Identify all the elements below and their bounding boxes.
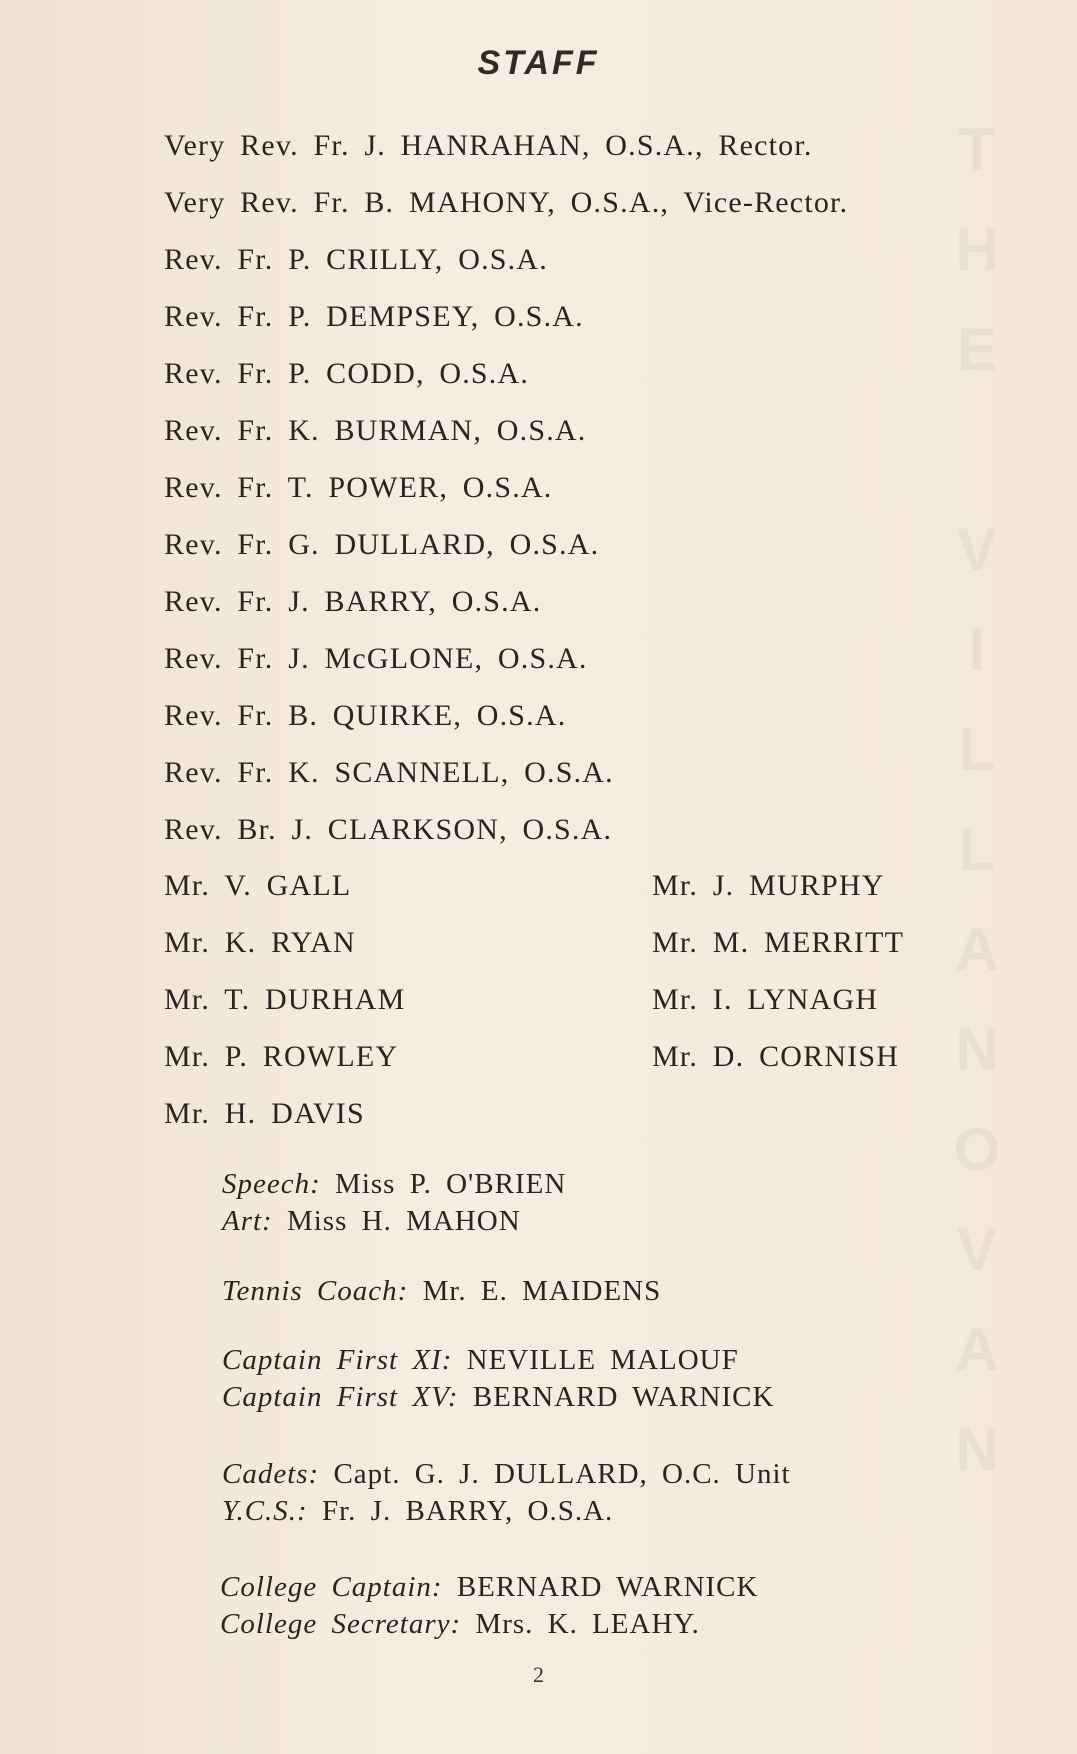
role-line [222,1273,1022,1310]
role-line [222,1166,1022,1203]
roles-group-arts [222,1166,1022,1240]
lay-staff-row [164,923,964,980]
role-value: Mrs. K. LEAHY. [475,1608,700,1640]
roles-group-college [220,1569,1020,1643]
lay-staff-entry: Mr. K. RYAN [164,926,356,959]
role-line [222,1456,1022,1493]
role-value: BERNARD WARNICK [456,1571,759,1603]
role-label: Cadets: [222,1458,320,1490]
lay-staff-entry: Mr. M. MERRITT [652,926,905,959]
role-label: College Captain: [220,1571,443,1603]
staff-entry: Rev. Fr. P. CODD, O.S.A. [164,357,530,390]
show-through-watermark: T H E V I L L A N O V A N [953,116,1001,1483]
role-value: Miss H. MAHON [286,1205,521,1237]
role-label: Speech: [222,1168,321,1200]
lay-staff-row [164,866,964,923]
role-line [222,1342,1022,1379]
role-value: BERNARD WARNICK [472,1381,775,1413]
role-line [222,1493,1022,1530]
staff-entry: Rev. Fr. T. POWER, O.S.A. [164,471,553,504]
role-label: Tennis Coach: [222,1275,409,1307]
role-label: Art: [222,1205,273,1237]
role-label: Captain First XV: [222,1381,459,1413]
lay-staff-grid [164,866,964,1151]
role-value: Miss P. O'BRIEN [335,1168,567,1200]
staff-entry: Rev. Fr. K. SCANNELL, O.S.A. [164,756,614,789]
staff-entry: Rev. Fr. K. BURMAN, O.S.A. [164,414,587,447]
staff-entry: Rev. Fr. P. DEMPSEY, O.S.A. [164,300,584,333]
lay-staff-entry: Mr. I. LYNAGH [652,983,879,1016]
staff-entry: Rev. Fr. G. DULLARD, O.S.A. [164,528,600,561]
role-line [222,1379,1022,1416]
roles-group-tennis [222,1273,1022,1310]
lay-staff-entry: Mr. T. DURHAM [164,983,406,1016]
role-value: Capt. G. J. DULLARD, O.C. Unit [333,1458,791,1490]
lay-staff-row [164,1094,964,1151]
clergy-staff-list [164,126,964,867]
lay-staff-entry: Mr. J. MURPHY [652,869,885,902]
role-line [220,1606,1020,1643]
staff-entry: Rev. Fr. B. QUIRKE, O.S.A. [164,699,567,732]
staff-entry: Rev. Fr. P. CRILLY, O.S.A. [164,243,548,276]
lay-staff-row [164,980,964,1037]
role-label: College Secretary: [220,1608,462,1640]
lay-staff-entry: Mr. P. ROWLEY [164,1040,399,1073]
role-line [220,1569,1020,1606]
page-title: STAFF [477,44,600,82]
lay-staff-entry: Mr. D. CORNISH [652,1040,900,1073]
lay-staff-entry: Mr. H. DAVIS [164,1097,365,1130]
staff-entry: Rev. Br. J. CLARKSON, O.S.A. [164,813,613,846]
staff-entry: Very Rev. Fr. B. MAHONY, O.S.A., Vice-Rector. [164,186,849,219]
roles-group-cadets [222,1456,1022,1530]
staff-entry: Rev. Fr. J. BARRY, O.S.A. [164,585,542,618]
page-number: 2 [533,1662,544,1687]
role-value: Mr. E. MAIDENS [422,1275,662,1307]
role-line [222,1203,1022,1240]
staff-entry: Rev. Fr. J. McGLONE, O.S.A. [164,642,588,675]
staff-entry: Very Rev. Fr. J. HANRAHAN, O.S.A., Rector. [164,129,813,162]
role-value: Fr. J. BARRY, O.S.A. [321,1495,614,1527]
role-label: Captain First XI: [222,1344,453,1376]
lay-staff-row [164,1037,964,1094]
role-value: NEVILLE MALOUF [466,1344,739,1376]
role-label: Y.C.S.: [222,1495,308,1527]
lay-staff-entry: Mr. V. GALL [164,869,352,902]
roles-group-captains [222,1342,1022,1416]
